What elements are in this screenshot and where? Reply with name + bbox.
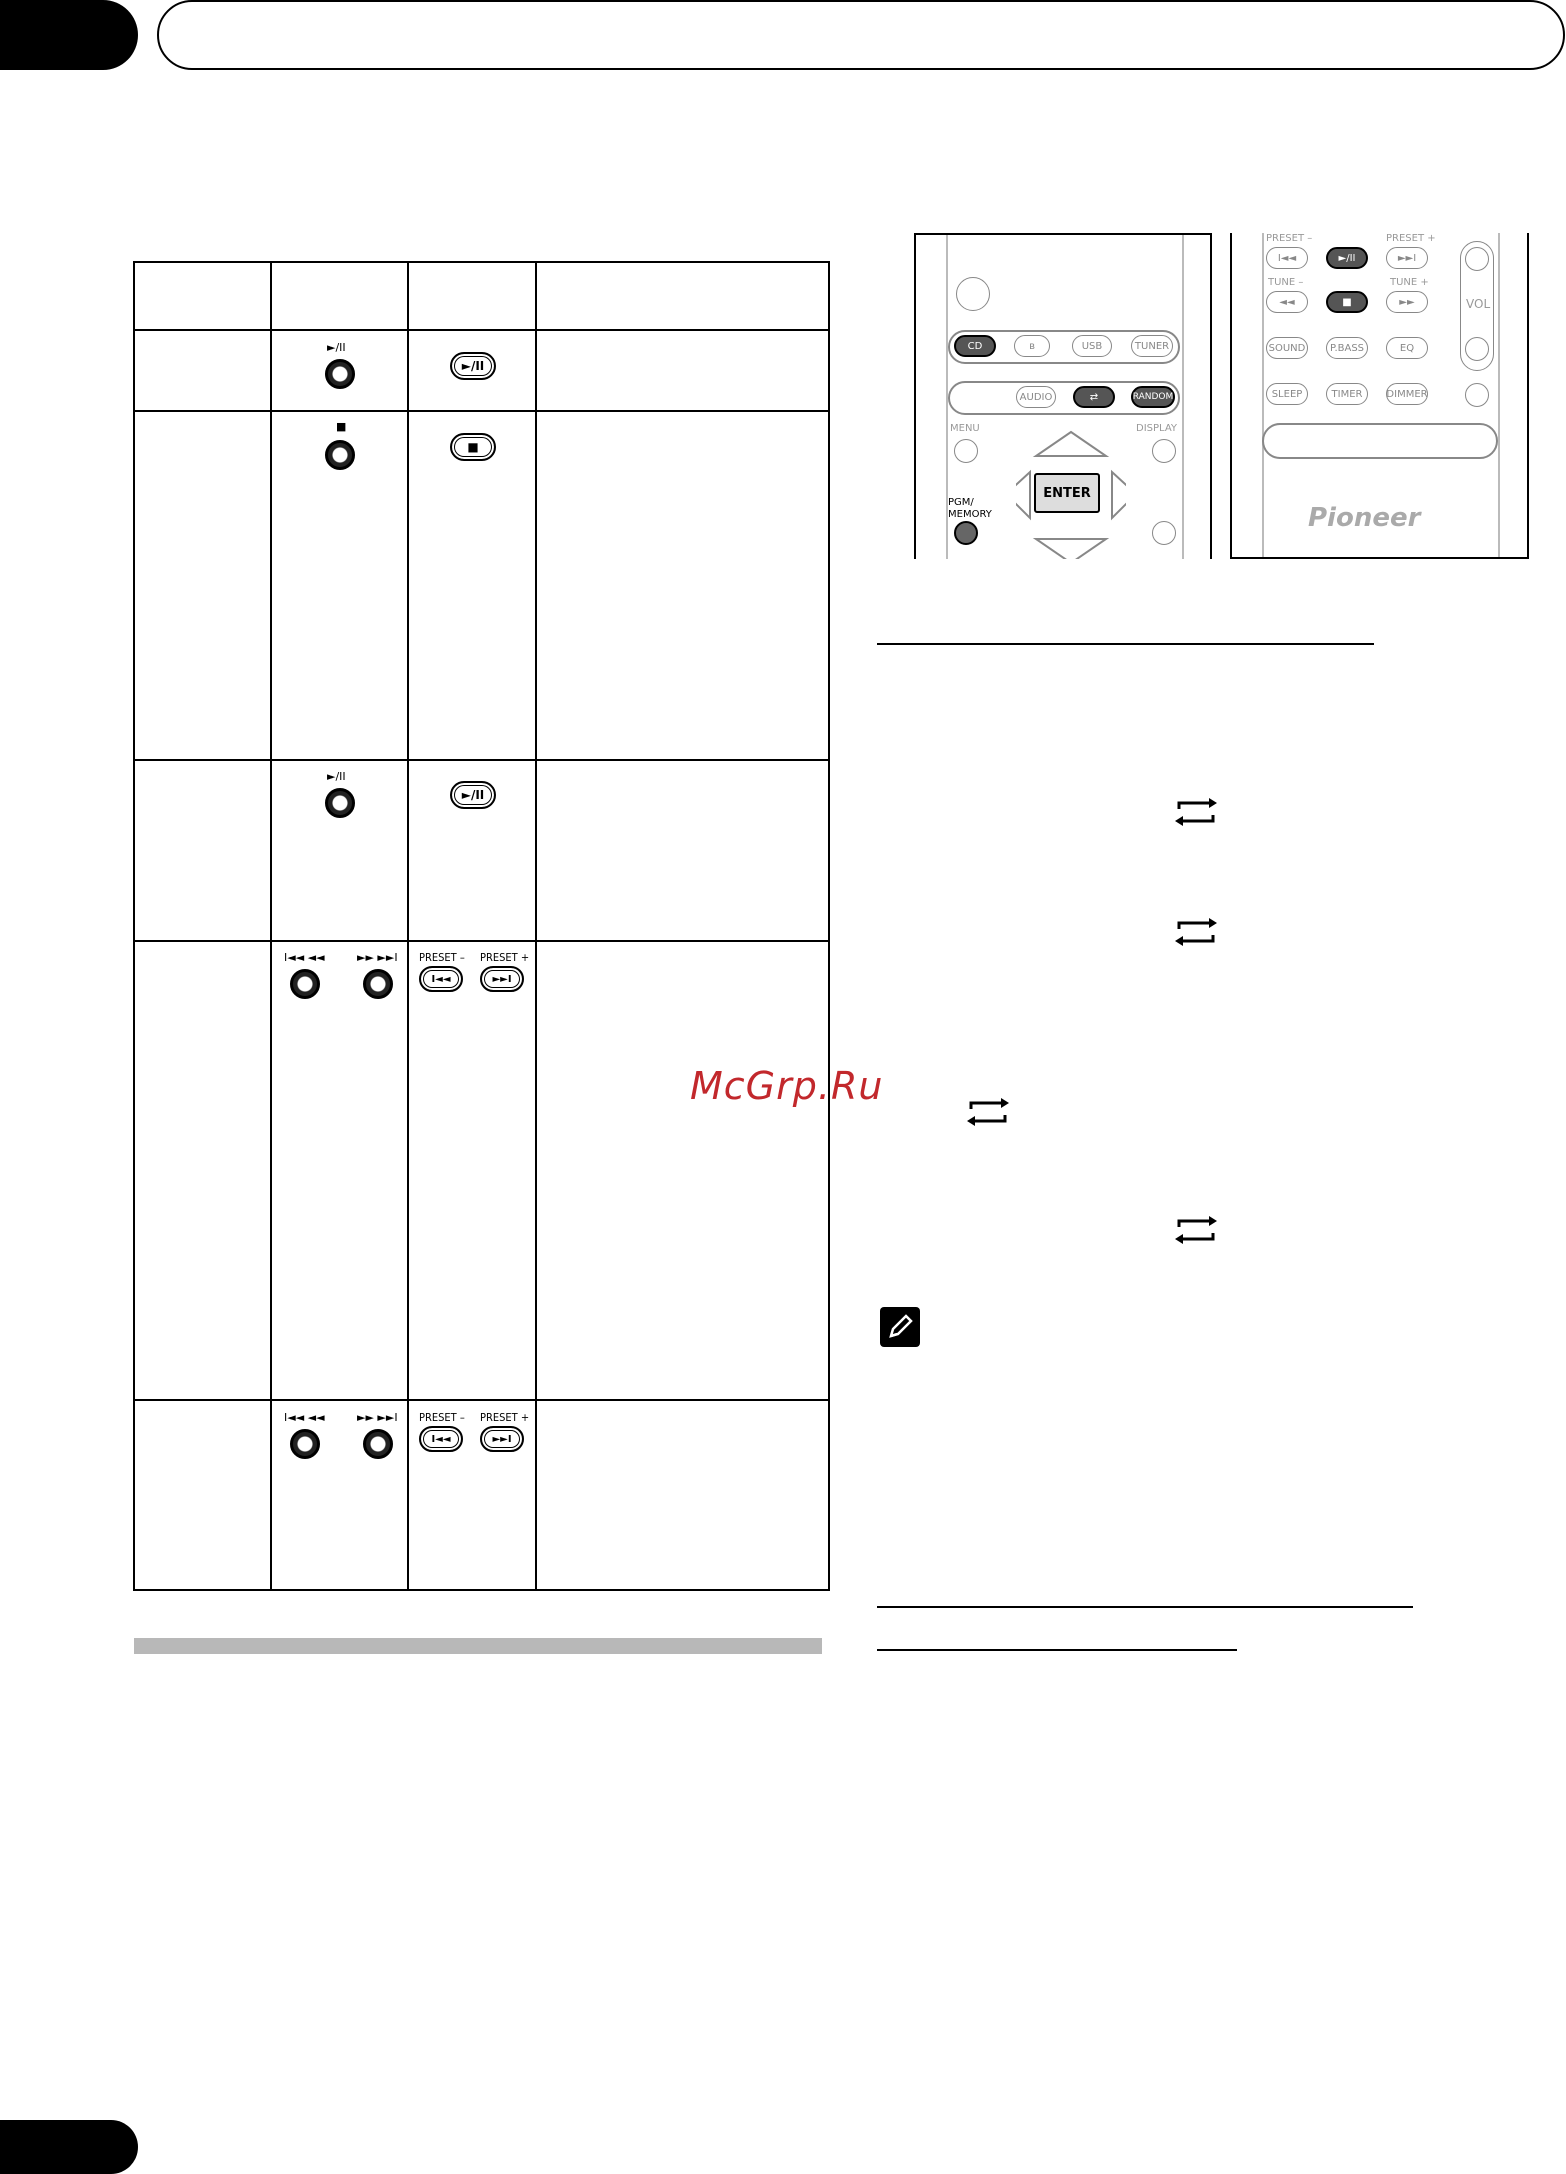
unit-play-pause-knob	[325, 359, 355, 389]
unit-skip-back-label-2: I◄◄ ◄◄	[284, 1411, 325, 1424]
enter-button: ENTER	[1034, 473, 1100, 513]
remote-preset-plus-label-2: PRESET +	[480, 1411, 530, 1424]
display-button	[1152, 439, 1176, 463]
pbass-button: P.BASS	[1326, 337, 1368, 359]
remote-preset-minus-label: PRESET –	[419, 951, 465, 964]
power-icon	[956, 277, 990, 311]
eq-button: EQ	[1386, 337, 1428, 359]
section-heading-bar	[134, 1638, 822, 1654]
page-number-tab	[0, 2120, 138, 2174]
pgm-memory-label-1: PGM/	[948, 497, 974, 508]
volume-up-button	[1465, 247, 1489, 271]
tuner-button: TUNER	[1131, 335, 1173, 357]
repeat-icon	[1173, 797, 1219, 827]
remote-preset-plus-label: PRESET +	[480, 951, 530, 964]
unit-skip-back-knob	[290, 969, 320, 999]
remote-illustration-right	[1230, 233, 1529, 559]
audio-button: AUDIO	[1016, 386, 1056, 408]
remote-play-pause-button-2: ►/II	[450, 781, 496, 809]
play-pause-button: ►/II	[1326, 247, 1368, 269]
pgm-memory-button	[954, 521, 978, 545]
remote-preset-minus-button: I◄◄	[419, 966, 463, 992]
unit-skip-fwd-label: ►► ►►I	[357, 951, 398, 964]
tune-plus-label: TUNE +	[1390, 277, 1429, 288]
pioneer-logo: Pioneer	[1308, 503, 1421, 533]
next-button: ►►I	[1386, 247, 1428, 269]
remote-play-pause-button: ►/II	[450, 352, 496, 380]
dimmer-button: DIMMER	[1386, 383, 1428, 405]
stop-button: ■	[1326, 291, 1368, 313]
fast-forward-button: ►►	[1386, 291, 1428, 313]
pgm-memory-label-2: MEMORY	[948, 509, 992, 520]
section-rule-1	[877, 643, 1374, 645]
rewind-button: ◄◄	[1266, 291, 1308, 313]
header-bar	[157, 0, 1565, 70]
preset-minus-label: PRESET –	[1266, 233, 1313, 244]
repeat-button: ⇄	[1073, 386, 1115, 408]
unit-play-pause-label-2: ►/II	[327, 770, 346, 783]
cd-button: CD	[954, 335, 996, 357]
note-pencil-icon	[880, 1307, 920, 1347]
menu-button	[954, 439, 978, 463]
display-label: DISPLAY	[1136, 423, 1178, 434]
remote-preset-plus-button: ►►I	[480, 966, 524, 992]
chapter-tab	[0, 0, 138, 70]
unit-skip-fwd-label-2: ►► ►►I	[357, 1411, 398, 1424]
remote-stop-button: ■	[450, 433, 496, 461]
mute-icon	[1465, 383, 1489, 407]
unit-skip-back-label: I◄◄ ◄◄	[284, 951, 325, 964]
controls-table	[133, 261, 830, 1591]
return-button	[1152, 521, 1176, 545]
sleep-button: SLEEP	[1266, 383, 1308, 405]
prev-button: I◄◄	[1266, 247, 1308, 269]
section-rule-3	[877, 1649, 1237, 1651]
random-button: RANDOM	[1131, 386, 1175, 408]
usb-button: USB	[1072, 335, 1112, 357]
remote-illustration-left	[914, 233, 1212, 559]
timer-button: TIMER	[1326, 383, 1368, 405]
remote-preset-minus-label-2: PRESET –	[419, 1411, 465, 1424]
unit-stop-label: ■	[336, 420, 347, 433]
repeat-icon	[1173, 917, 1219, 947]
bluetooth-icon: ʙ	[1014, 335, 1050, 357]
watermark: McGrp.Ru	[690, 1064, 884, 1108]
sound-button: SOUND	[1266, 337, 1308, 359]
remote-preset-plus-button-2: ►►I	[480, 1426, 524, 1452]
remote-preset-minus-button-2: I◄◄	[419, 1426, 463, 1452]
volume-label: VOL	[1466, 297, 1491, 311]
unit-play-pause-label: ►/II	[327, 341, 346, 354]
repeat-icon	[965, 1097, 1011, 1127]
menu-label: MENU	[950, 423, 980, 434]
preset-plus-label: PRESET +	[1386, 233, 1436, 244]
unit-skip-fwd-knob-2	[363, 1429, 393, 1459]
unit-play-pause-knob-2	[325, 788, 355, 818]
unit-stop-knob	[325, 440, 355, 470]
tune-minus-label: TUNE –	[1268, 277, 1304, 288]
repeat-icon	[1173, 1215, 1219, 1245]
unit-skip-fwd-knob	[363, 969, 393, 999]
section-rule-2	[877, 1606, 1413, 1608]
volume-down-button	[1465, 337, 1489, 361]
unit-skip-back-knob-2	[290, 1429, 320, 1459]
